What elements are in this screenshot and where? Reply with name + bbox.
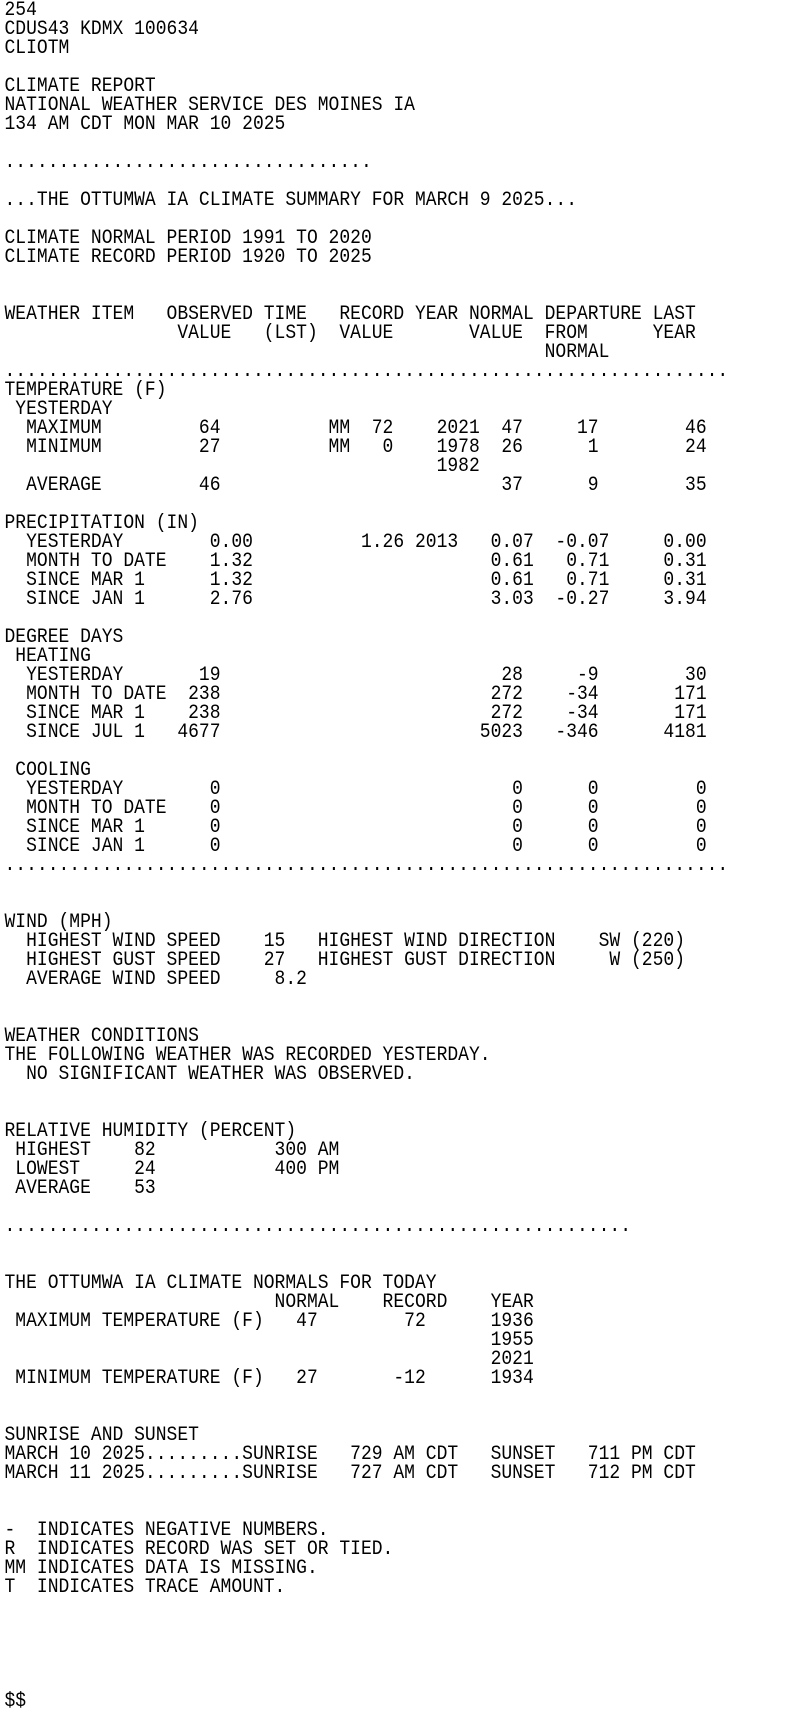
report-line: ................................................................... xyxy=(4,854,729,877)
report-line: HEATING xyxy=(4,645,91,668)
report-line: WEATHER ITEM OBSERVED TIME RECORD YEAR NORMAL DEPARTURE LAST xyxy=(4,303,696,326)
report-line: LOWEST 24 400 PM xyxy=(4,1158,340,1181)
report-line: .................................. xyxy=(4,151,372,174)
report-line: 254 xyxy=(4,0,37,22)
report-line xyxy=(5,1236,730,1255)
report-line: CDUS43 KDMX 100634 xyxy=(4,18,199,41)
report-line: T INDICATES TRACE AMOUNT. xyxy=(4,1576,286,1599)
report-line xyxy=(5,875,730,894)
report-line: SINCE MAR 1 0 0 0 0 xyxy=(4,816,707,839)
report-line xyxy=(5,1597,730,1616)
report-line: MAXIMUM 64 MM 72 2021 47 17 46 xyxy=(4,417,707,440)
report-line xyxy=(5,742,730,761)
report-line: YESTERDAY 0 0 0 0 xyxy=(4,778,707,801)
report-line xyxy=(5,1388,730,1407)
report-line: MINIMUM 27 MM 0 1978 26 1 24 xyxy=(4,436,707,459)
report-line: 1955 xyxy=(4,1329,534,1352)
report-line: YESTERDAY 19 28 -9 30 xyxy=(4,664,707,687)
report-line: SINCE MAR 1 1.32 0.61 0.71 0.31 xyxy=(4,569,707,592)
report-line: HIGHEST GUST SPEED 27 HIGHEST GUST DIRECTION W (250) xyxy=(4,949,686,972)
report-line: AVERAGE 53 xyxy=(4,1177,156,1200)
report-line: MARCH 10 2025.........SUNRISE 729 AM CDT SUNSET 711 PM CDT xyxy=(4,1443,696,1466)
report-line xyxy=(5,1483,730,1502)
report-line: CLIOTM xyxy=(4,37,70,60)
report-line: YESTERDAY xyxy=(4,398,113,421)
report-line: MONTH TO DATE 1.32 0.61 0.71 0.31 xyxy=(4,550,707,573)
report-line: 1982 xyxy=(4,455,480,478)
report-line: CLIMATE RECORD PERIOD 1920 TO 2025 xyxy=(4,246,372,269)
report-line xyxy=(5,1616,730,1635)
report-line xyxy=(5,1654,730,1673)
report-line: YESTERDAY 0.00 1.26 2013 0.07 -0.07 0.00 xyxy=(4,531,707,554)
report-line: R INDICATES RECORD WAS SET OR TIED. xyxy=(4,1538,394,1561)
report-line: MAXIMUM TEMPERATURE (F) 47 72 1936 xyxy=(4,1310,534,1333)
report-line: NORMAL xyxy=(4,341,610,364)
report-line: DEGREE DAYS xyxy=(4,626,124,649)
report-line: MONTH TO DATE 238 272 -34 171 xyxy=(4,683,707,706)
report-line: SINCE MAR 1 238 272 -34 171 xyxy=(4,702,707,725)
report-line: COOLING xyxy=(4,759,91,782)
report-line: SINCE JAN 1 0 0 0 0 xyxy=(4,835,707,858)
report-line: SINCE JUL 1 4677 5023 -346 4181 xyxy=(4,721,707,744)
report-line: THE FOLLOWING WEATHER WAS RECORDED YESTERDAY. xyxy=(4,1044,491,1067)
report-line xyxy=(5,1673,730,1692)
report-line: MARCH 11 2025.........SUNRISE 727 AM CDT SUNSET 712 PM CDT xyxy=(4,1462,696,1485)
report-line: SUNRISE AND SUNSET xyxy=(4,1424,199,1447)
report-line: PRECIPITATION (IN) xyxy=(4,512,199,535)
report-line: VALUE (LST) VALUE VALUE FROM YEAR xyxy=(4,322,696,345)
report-line: NO SIGNIFICANT WEATHER WAS OBSERVED. xyxy=(4,1063,415,1086)
report-line: TEMPERATURE (F) xyxy=(4,379,167,402)
report-line: SINCE JAN 1 2.76 3.03 -0.27 3.94 xyxy=(4,588,707,611)
report-line: MINIMUM TEMPERATURE (F) 27 -12 1934 xyxy=(4,1367,534,1390)
report-line: 2021 xyxy=(4,1348,534,1371)
report-line: HIGHEST WIND SPEED 15 HIGHEST WIND DIRECTION SW (220) xyxy=(4,930,686,953)
report-line: 134 AM CDT MON MAR 10 2025 xyxy=(4,113,286,136)
report-line: CLIMATE REPORT xyxy=(4,75,156,98)
report-line xyxy=(5,1084,730,1103)
report-line: CLIMATE NORMAL PERIOD 1991 TO 2020 xyxy=(4,227,372,250)
report-line xyxy=(5,1635,730,1654)
report-line: WIND (MPH) xyxy=(4,911,113,934)
report-line: AVERAGE 46 37 9 35 xyxy=(4,474,707,497)
report-line: RELATIVE HUMIDITY (PERCENT) xyxy=(4,1120,297,1143)
report-line: AVERAGE WIND SPEED 8.2 xyxy=(4,968,307,991)
report-line: $$ xyxy=(4,1690,27,1713)
report-line: WEATHER CONDITIONS xyxy=(4,1025,199,1048)
report-line: ................................................................... xyxy=(4,360,729,383)
report-line: THE OTTUMWA IA CLIMATE NORMALS FOR TODAY xyxy=(4,1272,437,1295)
report-line xyxy=(5,894,730,913)
report-line: NATIONAL WEATHER SERVICE DES MOINES IA xyxy=(4,94,415,117)
report-line: NORMAL RECORD YEAR xyxy=(4,1291,534,1314)
report-line xyxy=(5,989,730,1008)
report-line xyxy=(5,267,730,286)
report-line: - INDICATES NEGATIVE NUMBERS. xyxy=(4,1519,329,1542)
report-line: HIGHEST 82 300 AM xyxy=(4,1139,340,1162)
report-line: .......................................................... xyxy=(4,1215,632,1238)
report-line: ...THE OTTUMWA IA CLIMATE SUMMARY FOR MARCH 9 2025... xyxy=(4,189,577,212)
report-line: MONTH TO DATE 0 0 0 0 xyxy=(4,797,707,820)
report-line: MM INDICATES DATA IS MISSING. xyxy=(4,1557,318,1580)
